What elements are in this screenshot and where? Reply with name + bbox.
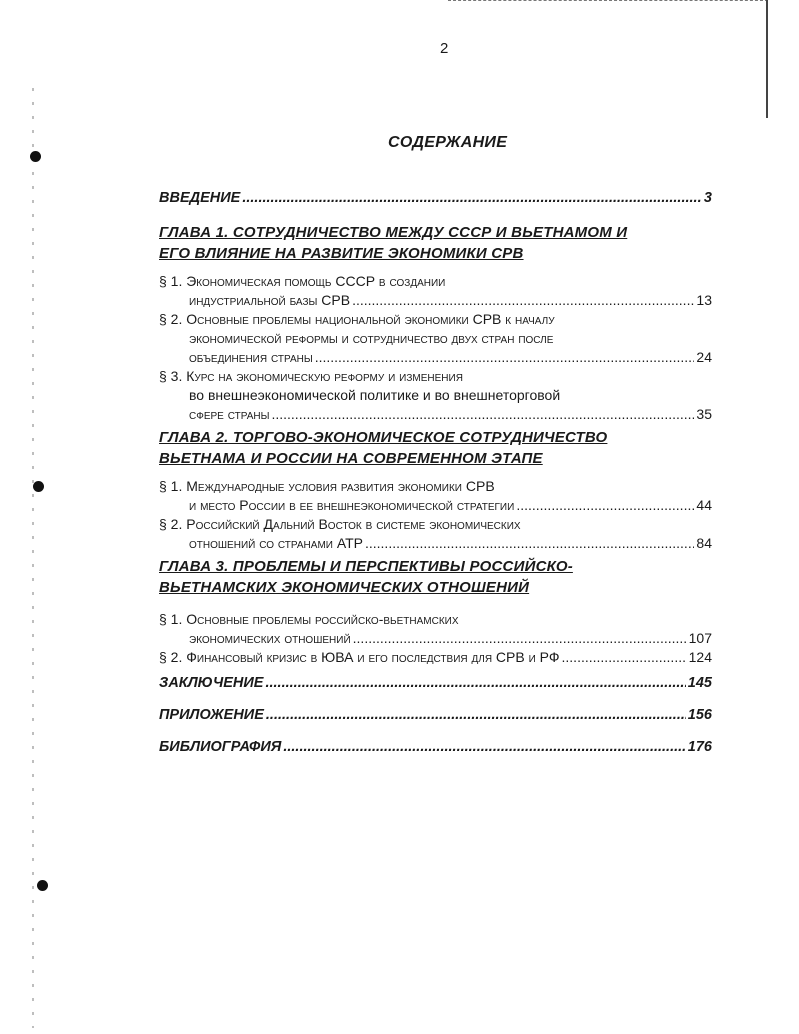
toc-page: 84 bbox=[696, 535, 712, 551]
toc-label: БИБЛИОГРАФИЯ bbox=[159, 739, 282, 755]
punch-hole bbox=[30, 151, 41, 162]
toc-page: 44 bbox=[696, 497, 712, 513]
toc-page: 156 bbox=[687, 707, 712, 723]
toc-entry-bibliography[interactable] bbox=[159, 737, 712, 757]
leader-dots bbox=[365, 534, 694, 553]
chapter-2-title[interactable]: ГЛАВА 2. ТОРГОВО-ЭКОНОМИЧЕСКОЕ СОТРУДНИЧЕСТВО ВЬЕТНАМА И РОССИИ НА СОВРЕМЕННОМ ЭТАПЕ bbox=[159, 429, 608, 467]
toc-entry-ch1-s1[interactable]: § 1. Экономическая помощь СССР в создании индустриальной базы СРВ ..... 13 bbox=[159, 272, 712, 310]
toc-label: ЗАКЛЮЧЕНИЕ bbox=[159, 675, 264, 691]
toc-entry-ch2-s1[interactable]: § 1. Международные условия развития экономики СРВ и место России в ее внешнеэкономической стратегии ..... 44 bbox=[159, 477, 712, 515]
leader-dots bbox=[265, 673, 685, 693]
toc-label: ПРИЛОЖЕНИЕ bbox=[159, 707, 264, 723]
toc-entry-appendix[interactable] bbox=[159, 705, 712, 725]
toc-entry-intro[interactable] bbox=[159, 188, 712, 208]
toc-label: ВВЕДЕНИЕ bbox=[159, 190, 241, 206]
toc-entry-ch1-s3[interactable]: § 3. Курс на экономическую реформу и изменения во внешнеэкономической политике и во внешнеторговой сфере страны ..... 35 bbox=[159, 367, 712, 424]
chapter-1-title[interactable]: ГЛАВА 1. СОТРУДНИЧЕСТВО МЕЖДУ СССР И ВЬЕТНАМОМ И ЕГО ВЛИЯНИЕ НА РАЗВИТИЕ ЭКОНОМИКИ СРВ bbox=[159, 224, 628, 262]
toc-page: 35 bbox=[696, 406, 712, 422]
leader-dots bbox=[266, 705, 686, 725]
toc-title: СОДЕРЖАНИЕ bbox=[388, 134, 508, 151]
toc-page: 124 bbox=[688, 649, 712, 665]
leader-dots bbox=[271, 405, 694, 424]
leader-dots bbox=[242, 188, 702, 208]
table-of-contents bbox=[159, 188, 712, 757]
toc-page: 176 bbox=[687, 739, 712, 755]
chapter-3-title[interactable]: ГЛАВА 3. ПРОБЛЕМЫ И ПЕРСПЕКТИВЫ РОССИЙСКО- ВЬЕТНАМСКИХ ЭКОНОМИЧЕСКИХ ОТНОШЕНИЙ bbox=[159, 558, 573, 596]
leader-dots bbox=[315, 348, 695, 367]
punch-hole bbox=[33, 481, 44, 492]
punch-hole bbox=[37, 880, 48, 891]
scan-binding-margin bbox=[32, 88, 34, 1028]
scan-edge-right bbox=[766, 0, 768, 118]
scan-edge-top bbox=[448, 0, 768, 3]
leader-dots bbox=[562, 648, 687, 667]
toc-page: 13 bbox=[696, 292, 712, 308]
leader-dots bbox=[283, 737, 685, 757]
toc-page: 3 bbox=[703, 190, 712, 206]
leader-dots bbox=[353, 629, 687, 648]
leader-dots bbox=[352, 291, 694, 310]
toc-entry-ch2-s2[interactable]: § 2. Российский Дальний Восток в системе экономических отношений со странами АТР ..... 84 bbox=[159, 515, 712, 553]
leader-dots bbox=[516, 496, 694, 515]
toc-page: 24 bbox=[696, 349, 712, 365]
toc-entry-ch3-s1[interactable]: § 1. Основные проблемы российско-вьетнамских экономических отношений ..... 107 bbox=[159, 610, 712, 648]
toc-entry-ch3-s2[interactable]: § 2. Финансовый кризис в ЮВА и его последствия для СРВ и РФ ..... 124 bbox=[159, 648, 712, 667]
page-number: 2 bbox=[440, 40, 449, 57]
toc-page: 145 bbox=[687, 675, 712, 691]
toc-page: 107 bbox=[688, 630, 712, 646]
toc-entry-conclusion[interactable] bbox=[159, 673, 712, 693]
toc-entry-ch1-s2[interactable]: § 2. Основные проблемы национальной экономики СРВ к началу экономической реформы и сотрудничество двух стран после объединения страны ..... 24 bbox=[159, 310, 712, 367]
